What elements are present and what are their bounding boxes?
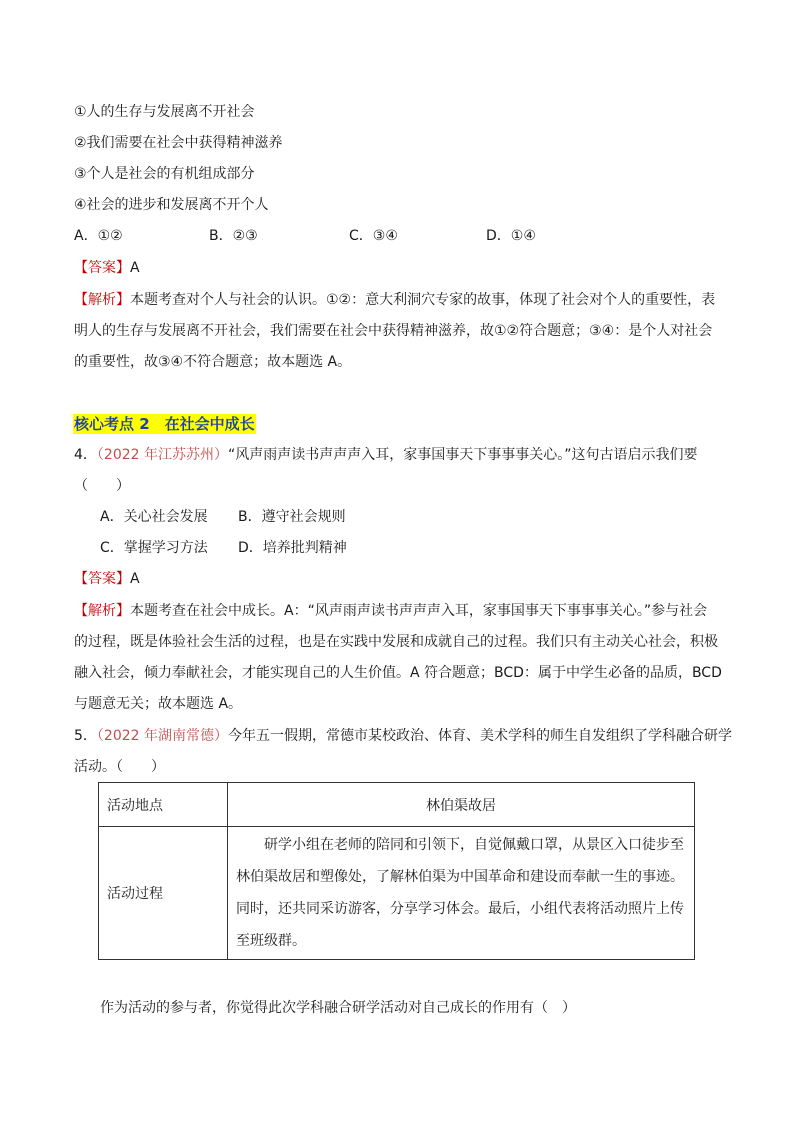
analysis-label: 【解析】 <box>74 292 130 308</box>
answer-label: 【答案】 <box>74 571 130 587</box>
analysis-label: 【解析】 <box>74 603 130 619</box>
q4-option-a: A．关心社会发展 <box>100 509 208 525</box>
q3-item-3: ③个人是社会的有机组成部分 <box>74 166 255 182</box>
q5-stem-cont: 活动。（ ） <box>74 759 165 775</box>
q4-analysis-line-1 <box>74 601 707 621</box>
q4-option-b: B．遵守社会规则 <box>238 509 346 525</box>
analysis-text: 本题考查在社会中成长。A：“风声雨声读书声声声入耳，家事国事天下事事事关心。”参与社会 <box>130 603 708 619</box>
q3-option-c: C．③④ <box>349 228 398 244</box>
question-text: 今年五一假期，常德市某校政治、体育、美术学科的师生自发组织了学科融合研学 <box>228 728 733 744</box>
activity-location-label: 活动地点 <box>99 783 228 827</box>
q4-options-row-2 <box>100 538 347 558</box>
question-text: “风声雨声读书声声声入耳，家事国事天下事事事关心。”这句古语启示我们要 <box>228 447 698 463</box>
q4-analysis-line-3: 融入社会，倾力奉献社会，才能实现自己的人生价值。A 符合题意；BCD：属于中学生必备的品质，BCD <box>74 665 722 681</box>
question-source: （2022 年湖南常德） <box>96 728 229 744</box>
q4-stem-cont: （ ） <box>74 478 130 494</box>
activity-process-label: 活动过程 <box>99 827 228 960</box>
q3-option-a: A．①② <box>74 228 123 244</box>
q3-option-b: B．②③ <box>209 228 258 244</box>
answer-value: A <box>130 571 140 587</box>
q3-option-d: D．①④ <box>486 228 536 244</box>
answer-label: 【答案】 <box>74 260 130 276</box>
q3-options <box>74 226 536 246</box>
q4-option-c: C．掌握学习方法 <box>100 540 208 556</box>
q3-item-4: ④社会的进步和发展离不开个人 <box>74 197 269 213</box>
q3-analysis-line-2: 明人的生存与发展离不开社会，我们需要在社会中获得精神滋养，故①②符合题意；③④：是个人对社会 <box>74 323 713 339</box>
analysis-text: 本题考查对个人与社会的认识。①②：意大利洞穴专家的故事，体现了社会对个人的重要性，表 <box>130 292 716 308</box>
q5-stem <box>74 726 732 746</box>
section-heading: 核心考点 2 在社会中成长 <box>74 415 255 433</box>
q3-item-1: ①人的生存与发展离不开社会 <box>74 104 255 120</box>
table-row <box>99 783 695 827</box>
question-number: 5． <box>74 728 97 744</box>
q4-analysis-line-4: 与题意无关；故本题选 A。 <box>74 696 243 712</box>
q4-options-row-1 <box>100 507 346 527</box>
q5-question: 作为活动的参与者，你觉得此次学科融合研学活动对自己成长的作用有（ ） <box>100 1000 576 1016</box>
activity-location-value: 林伯渠故居 <box>228 783 695 827</box>
activity-table <box>98 782 695 960</box>
q3-analysis-line-3: 的重要性，故③④不符合题意；故本题选 A。 <box>74 354 352 370</box>
answer-value: A <box>130 260 140 276</box>
question-number: 4． <box>74 447 97 463</box>
question-source: （2022 年江苏苏州） <box>96 447 229 463</box>
q4-option-d: D．培养批判精神 <box>238 540 347 556</box>
q4-analysis-line-2: 的过程，既是体验社会生活的过程，也是在实践中发展和成就自己的过程。我们只有主动关心社会，积极 <box>74 634 718 650</box>
q3-item-2: ②我们需要在社会中获得精神滋养 <box>74 135 283 151</box>
q4-answer <box>74 569 140 589</box>
activity-process-value: 研学小组在老师的陪同和引领下，自觉佩戴口罩，从景区入口徒步至林伯渠故居和塑像处，了解林伯渠为中国革命和建设而奉献一生的事迹。同时，还共同采访游客，分享学习体会。最后，小组代表将活动照片上传至班级群。 <box>228 827 695 960</box>
q3-answer <box>74 258 140 278</box>
q3-analysis-line-1 <box>74 290 715 310</box>
table-row <box>99 827 695 960</box>
q4-stem <box>74 445 698 465</box>
